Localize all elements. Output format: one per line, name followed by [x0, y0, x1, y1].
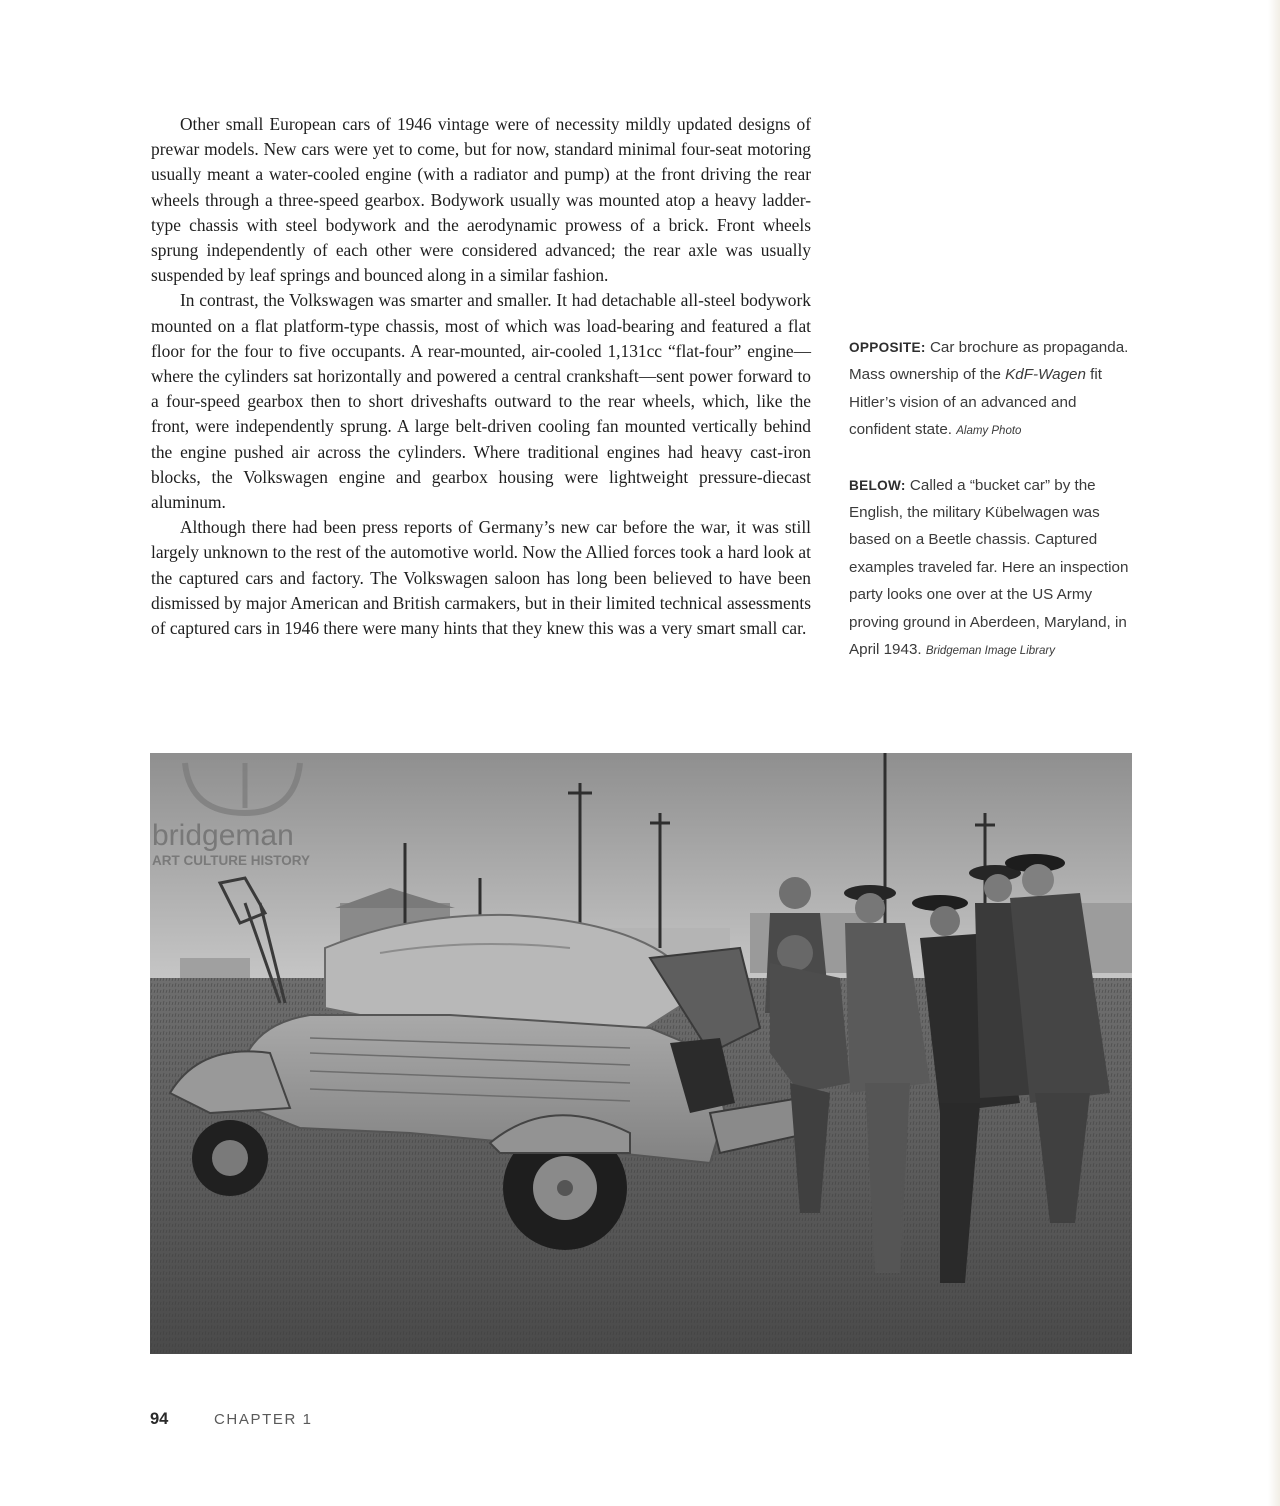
paragraph-2: In contrast, the Volkswagen was smarter and smaller. It had detachable all-steel bodywork mounted on a flat platform-type chassis, most of which was load-bearing and featured a flat floor for the four to five occupants. A rear-mounted, air-cooled 1,131cc “flat-four” engine—where the cylinders sat horizontally and powered a central crankshaft—sent power forward to a four-speed gearbox then to short driveshafts outward to the rear wheels, which, like the front, were independently sprung. A large belt-driven cooling fan mounted vertically behind the engine pushed air across the cylinders. Where traditional engines had heavy cast-iron blocks, the Volkswagen engine and gearbox housing were lightweight pressure-diecast aluminum.: [151, 290, 811, 513]
caption-credit-below: Bridgeman Image Library: [925, 645, 1055, 658]
watermark-name: bridgeman: [152, 819, 294, 852]
caption-opposite: [849, 334, 1134, 446]
captions-column: [849, 334, 1134, 691]
paragraph-3: Although there had been press reports of Germany’s new car before the war, it was still largely unknown to the rest of the automotive world. Now the Allied forces took a hard look at the captured cars and factory. The Volkswagen saloon has long been believed to have been dismissed by major American and British carmakers, but in their limited technical assessments of captured cars in 1946 there were many hints that they knew this was a very smart small car.: [151, 517, 811, 639]
caption-below: [849, 472, 1134, 666]
paragraph-1: Other small European cars of 1946 vintage were of necessity mildly updated designs of prewar models. New cars were yet to come, but for now, standard minimal four-seat motoring usually meant a water-cooled engine (with a radiator and pump) at the front driving the rear wheels through a three-speed gearbox. Bodywork usually was mounted atop a heavy ladder-type chassis with steel bodywork and the aerodynamic prowess of a brick. Front wheels sprung independently of each other were considered advanced; the rear axle was usually suspended by leaf springs and bounced along in a similar fashion.: [151, 114, 811, 286]
photo-illustration: [150, 753, 1132, 1354]
chapter-label: CHAPTER 1: [214, 1411, 313, 1428]
body-text: [151, 112, 811, 641]
page-edge-shadow: [1268, 0, 1280, 1506]
watermark-tagline: ART CULTURE HISTORY: [152, 853, 310, 868]
caption-italic-kdf: KdF-Wagen: [1005, 366, 1086, 384]
caption-label-opposite: OPPOSITE:: [849, 340, 926, 355]
caption-text-below: Called a “bucket car” by the English, the military Kübelwagen was based on a Beetle chassis. Captured examples traveled far. Here an inspection party looks one over at the US Army proving ground in Aberdeen, Maryland, in April 1943.: [849, 476, 1129, 659]
kubelwagen-photo: [150, 753, 1132, 1354]
caption-text-opposite: Car brochure as propaganda. Mass ownership of the: [849, 339, 1129, 384]
page-number: 94: [150, 1410, 169, 1428]
caption-label-below: BELOW:: [849, 477, 906, 493]
caption-credit-opposite: Alamy Photo: [956, 425, 1022, 438]
caption-text-opposite-end: fit Hitler’s vision of an advanced and confident state.: [849, 366, 1102, 439]
